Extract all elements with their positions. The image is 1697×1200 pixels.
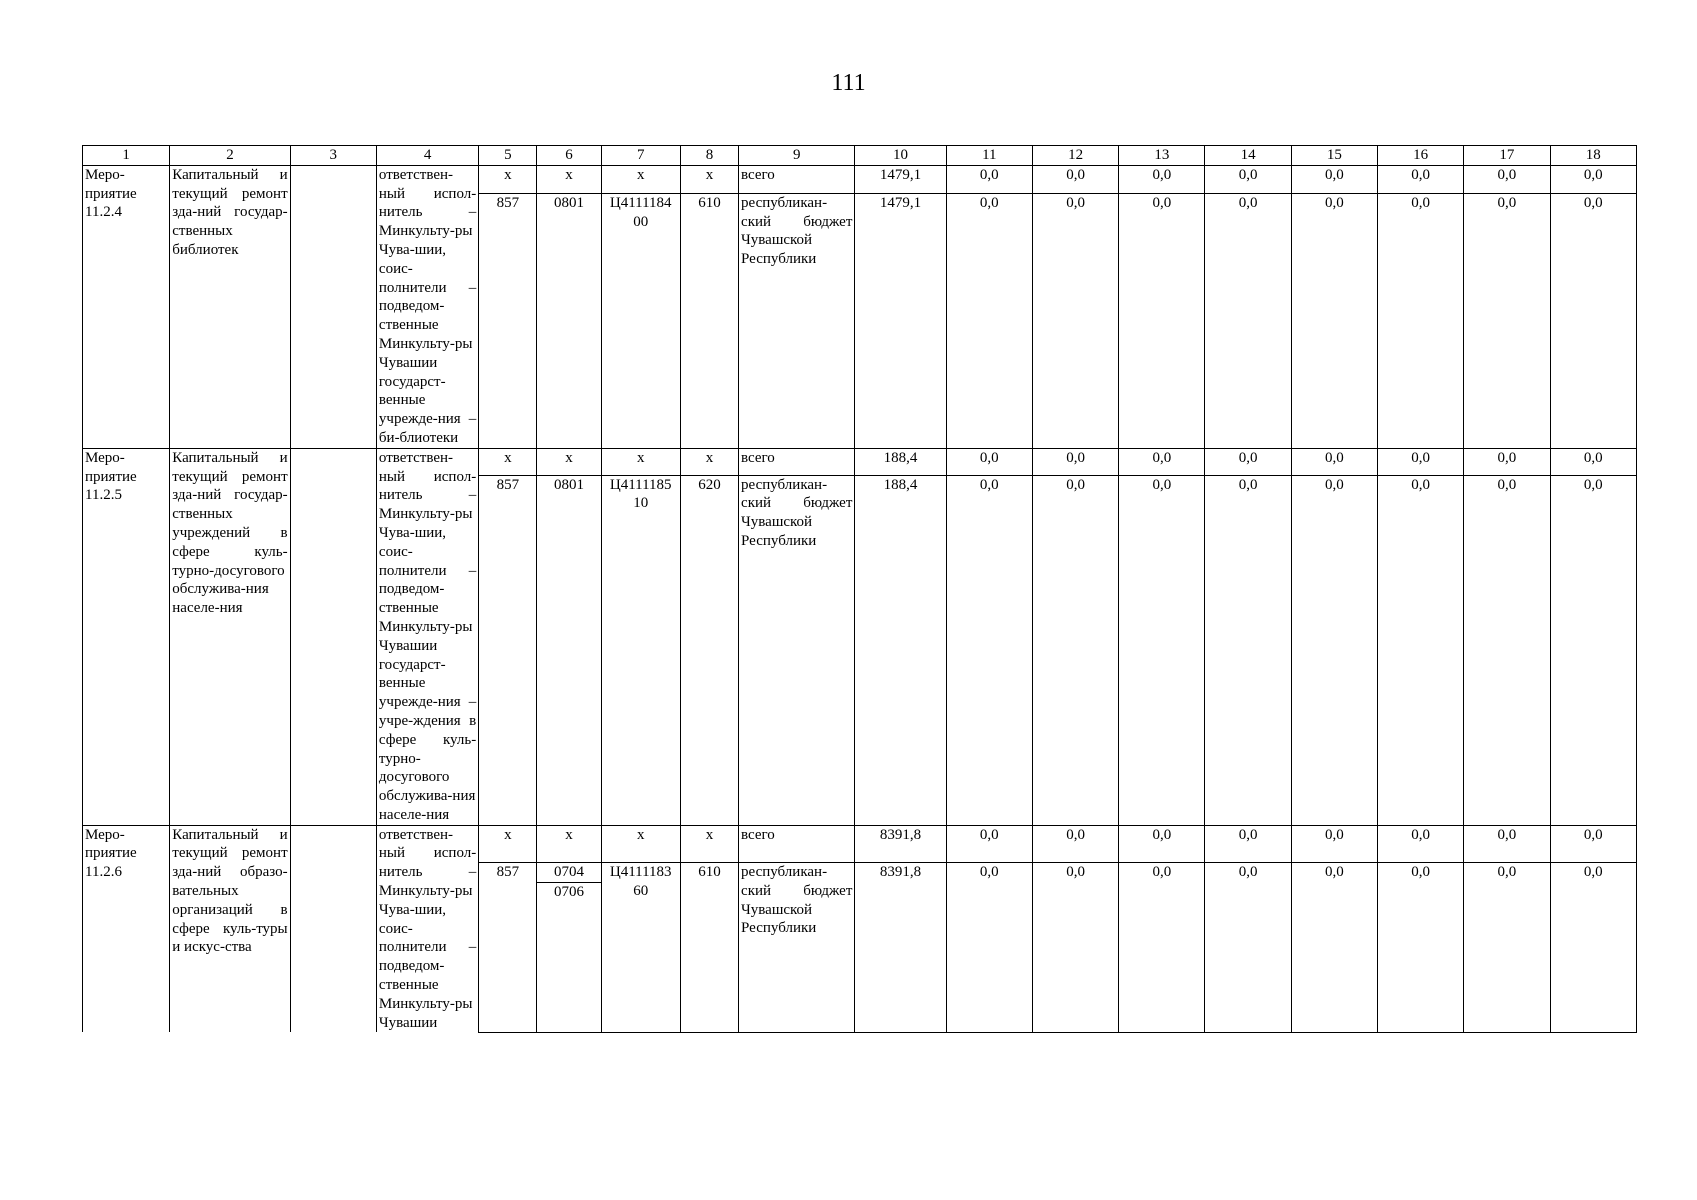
expense-type-code: x bbox=[680, 165, 738, 193]
target-article-code: Ц4111184 00 bbox=[601, 193, 680, 448]
year-value: 0,0 bbox=[1032, 193, 1118, 448]
measure-name: Капитальный и текущий ремонт зда-ний государ-ственных библиотек bbox=[170, 165, 290, 448]
column-header: 5 bbox=[479, 146, 537, 166]
year-value: 0,0 bbox=[1119, 862, 1205, 1032]
amount-value: 188,4 bbox=[855, 448, 946, 475]
measure-row-total bbox=[83, 448, 1637, 475]
section-code: x bbox=[537, 448, 601, 475]
column-header: 15 bbox=[1291, 146, 1377, 166]
year-value: 0,0 bbox=[1119, 448, 1205, 475]
year-value: 0,0 bbox=[1205, 862, 1291, 1032]
section-code: 0801 bbox=[537, 193, 601, 448]
measure-name: Капитальный и текущий ремонт зда-ний образо-вательных организаций в сфере куль-туры и искус-ства bbox=[170, 825, 290, 1032]
year-value: 0,0 bbox=[1119, 475, 1205, 825]
grbs-code: 857 bbox=[479, 862, 537, 1032]
year-value: 0,0 bbox=[1291, 193, 1377, 448]
year-value: 0,0 bbox=[1032, 165, 1118, 193]
target-article-code: x bbox=[601, 165, 680, 193]
year-value: 0,0 bbox=[946, 193, 1032, 448]
column-header: 2 bbox=[170, 146, 290, 166]
year-value: 0,0 bbox=[1550, 165, 1636, 193]
year-value: 0,0 bbox=[1119, 825, 1205, 862]
year-value: 0,0 bbox=[1378, 193, 1464, 448]
measure-id: Меро-приятие 11.2.5 bbox=[83, 448, 170, 825]
year-value: 0,0 bbox=[1291, 825, 1377, 862]
grbs-code: x bbox=[479, 825, 537, 862]
grbs-code: x bbox=[479, 165, 537, 193]
year-value: 0,0 bbox=[1205, 475, 1291, 825]
target-article-code: Ц4111183 60 bbox=[601, 862, 680, 1032]
year-value: 0,0 bbox=[1205, 165, 1291, 193]
funding-source: всего bbox=[739, 448, 855, 475]
section-code: x bbox=[537, 825, 601, 862]
year-value: 0,0 bbox=[1378, 165, 1464, 193]
year-value: 0,0 bbox=[1378, 475, 1464, 825]
year-value: 0,0 bbox=[1464, 448, 1550, 475]
column-header: 16 bbox=[1378, 146, 1464, 166]
year-value: 0,0 bbox=[1032, 448, 1118, 475]
year-value: 0,0 bbox=[1291, 448, 1377, 475]
expense-type-code: 620 bbox=[680, 475, 738, 825]
expense-type-code: 610 bbox=[680, 862, 738, 1032]
year-value: 0,0 bbox=[1205, 193, 1291, 448]
grbs-code: x bbox=[479, 448, 537, 475]
column-header: 8 bbox=[680, 146, 738, 166]
year-value: 0,0 bbox=[1464, 193, 1550, 448]
column-header: 3 bbox=[290, 146, 376, 166]
year-value: 0,0 bbox=[1119, 193, 1205, 448]
year-value: 0,0 bbox=[1550, 448, 1636, 475]
year-value: 0,0 bbox=[1464, 475, 1550, 825]
target-article-code: x bbox=[601, 448, 680, 475]
section-code: x bbox=[537, 165, 601, 193]
year-value: 0,0 bbox=[1205, 825, 1291, 862]
year-value: 0,0 bbox=[1378, 825, 1464, 862]
column-header: 18 bbox=[1550, 146, 1636, 166]
column-header: 4 bbox=[376, 146, 478, 166]
year-value: 0,0 bbox=[946, 825, 1032, 862]
year-value: 0,0 bbox=[1119, 165, 1205, 193]
funding-source: республикан-ский бюджет Чувашской Республики bbox=[739, 475, 855, 825]
target-article-code: x bbox=[601, 825, 680, 862]
year-value: 0,0 bbox=[1205, 448, 1291, 475]
year-value: 0,0 bbox=[946, 475, 1032, 825]
page-number: 111 bbox=[831, 70, 866, 96]
year-value: 0,0 bbox=[1464, 862, 1550, 1032]
section-code: 0801 bbox=[537, 475, 601, 825]
amount-value: 8391,8 bbox=[855, 862, 946, 1032]
year-value: 0,0 bbox=[1291, 475, 1377, 825]
amount-value: 8391,8 bbox=[855, 825, 946, 862]
column-header: 6 bbox=[537, 146, 601, 166]
funding-source: республикан-ский бюджет Чувашской Республики bbox=[739, 862, 855, 1032]
column-header: 17 bbox=[1464, 146, 1550, 166]
year-value: 0,0 bbox=[1291, 862, 1377, 1032]
empty-cell bbox=[290, 825, 376, 1032]
column-header: 10 bbox=[855, 146, 946, 166]
column-header: 7 bbox=[601, 146, 680, 166]
year-value: 0,0 bbox=[1032, 825, 1118, 862]
year-value: 0,0 bbox=[946, 448, 1032, 475]
year-value: 0,0 bbox=[1032, 475, 1118, 825]
year-value: 0,0 bbox=[946, 165, 1032, 193]
header-row bbox=[83, 146, 1637, 166]
measure-row-total bbox=[83, 165, 1637, 193]
grbs-code: 857 bbox=[479, 193, 537, 448]
year-value: 0,0 bbox=[1550, 193, 1636, 448]
year-value: 0,0 bbox=[1378, 862, 1464, 1032]
funding-source: всего bbox=[739, 165, 855, 193]
responsible-executor: ответствен-ный испол-нитель – Минкульту-ры Чува-шии, соис-полнители – подведом-ственные Минкульту-ры Чувашии государст-венные учрежде-ния – би-блиотеки bbox=[376, 165, 478, 448]
year-value: 0,0 bbox=[1550, 825, 1636, 862]
year-value: 0,0 bbox=[1550, 862, 1636, 1032]
amount-value: 1479,1 bbox=[855, 165, 946, 193]
year-value: 0,0 bbox=[1550, 475, 1636, 825]
empty-cell bbox=[290, 165, 376, 448]
measure-name: Капитальный и текущий ремонт зда-ний государ-ственных учреждений в сфере куль-турно-досугового обслужива-ния населе-ния bbox=[170, 448, 290, 825]
year-value: 0,0 bbox=[1291, 165, 1377, 193]
empty-cell bbox=[290, 448, 376, 825]
column-header: 14 bbox=[1205, 146, 1291, 166]
measure-id: Меро-приятие 11.2.4 bbox=[83, 165, 170, 448]
column-header: 9 bbox=[739, 146, 855, 166]
column-header: 11 bbox=[946, 146, 1032, 166]
expense-type-code: 610 bbox=[680, 193, 738, 448]
amount-value: 1479,1 bbox=[855, 193, 946, 448]
budget-table bbox=[82, 145, 1637, 1033]
year-value: 0,0 bbox=[1032, 862, 1118, 1032]
target-article-code: Ц4111185 10 bbox=[601, 475, 680, 825]
responsible-executor: ответствен-ный испол-нитель – Минкульту-ры Чува-шии, соис-полнители – подведом-ственные Минкульту-ры Чувашии bbox=[376, 825, 478, 1032]
funding-source: всего bbox=[739, 825, 855, 862]
section-code bbox=[537, 862, 601, 1032]
grbs-code: 857 bbox=[479, 475, 537, 825]
funding-source: республикан-ский бюджет Чувашской Республики bbox=[739, 193, 855, 448]
year-value: 0,0 bbox=[1464, 165, 1550, 193]
responsible-executor: ответствен-ный испол-нитель – Минкульту-ры Чува-шии, соис-полнители – подведом-ственные Минкульту-ры Чувашии государст-венные учрежде-ния – учре-ждения в сфере куль-турно-досугового обслужива-ния населе-ния bbox=[376, 448, 478, 825]
section-code-secondary: 0706 bbox=[554, 883, 584, 900]
measure-row-total bbox=[83, 825, 1637, 862]
column-header: 13 bbox=[1119, 146, 1205, 166]
amount-value: 188,4 bbox=[855, 475, 946, 825]
measure-id: Меро-приятие 11.2.6 bbox=[83, 825, 170, 1032]
year-value: 0,0 bbox=[946, 862, 1032, 1032]
year-value: 0,0 bbox=[1464, 825, 1550, 862]
expense-type-code: x bbox=[680, 825, 738, 862]
section-code-primary: 0704 bbox=[537, 863, 600, 883]
column-header: 1 bbox=[83, 146, 170, 166]
year-value: 0,0 bbox=[1378, 448, 1464, 475]
expense-type-code: x bbox=[680, 448, 738, 475]
column-header: 12 bbox=[1032, 146, 1118, 166]
